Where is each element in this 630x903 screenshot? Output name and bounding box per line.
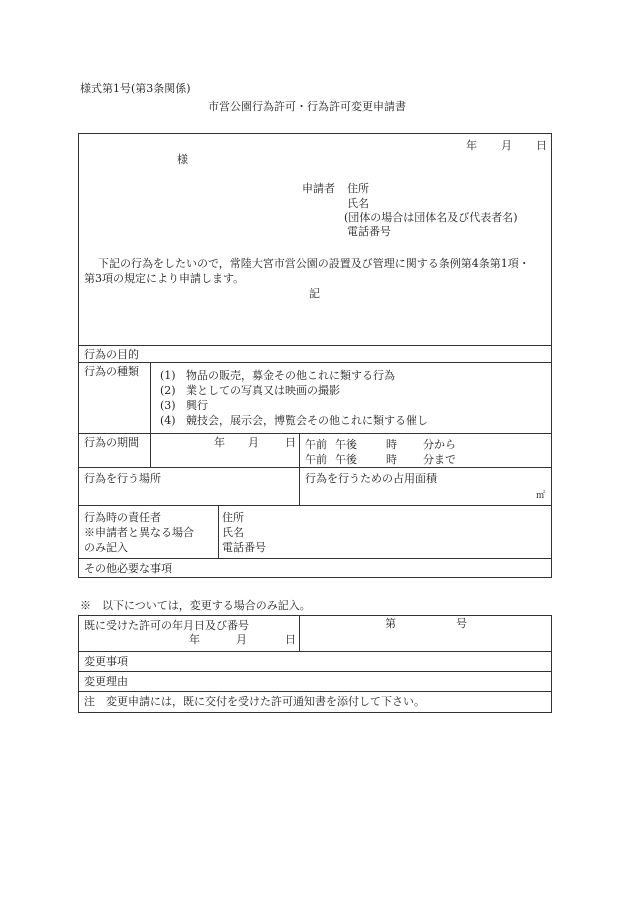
period-end-hour: 時 <box>386 453 397 466</box>
prior-month: 月 <box>236 633 247 646</box>
type-label: 行為の種類 <box>84 365 139 378</box>
purpose-label: 行為の目的 <box>84 348 139 361</box>
change-items-label: 変更事項 <box>84 655 128 668</box>
change-note: ※ 以下については，変更する場合のみ記入。 <box>80 599 311 612</box>
addressee-suffix: 様 <box>177 153 188 166</box>
type-1-num: (1) <box>160 369 176 382</box>
other-label: その他必要な事項 <box>84 562 172 575</box>
period-start-pm: 午後 <box>335 438 357 451</box>
type-2-text: 業としての写真又は映画の撮影 <box>186 384 340 397</box>
period-year: 年 <box>214 436 225 449</box>
responsible-name-label: 氏名 <box>222 526 244 539</box>
responsible-label-line3: のみ記入 <box>84 541 128 554</box>
date-day: 日 <box>536 139 547 152</box>
form-number: 様式第1号(第3条関係) <box>80 82 191 95</box>
type-3-num: (3) <box>160 399 176 412</box>
date-year: 年 <box>466 139 477 152</box>
applicant-label: 申請者 <box>302 182 335 195</box>
period-day: 日 <box>285 436 296 449</box>
applicant-name-label: 氏名 <box>347 197 369 210</box>
period-from: 分から <box>423 438 456 451</box>
applicant-phone-label: 電話番号 <box>347 225 391 238</box>
period-start-hour: 時 <box>386 438 397 451</box>
period-end-am: 午前 <box>305 453 327 466</box>
type-1-text: 物品の販売，募金その他これに類する行為 <box>186 369 395 382</box>
place-label: 行為を行う場所 <box>84 472 161 485</box>
prior-day: 日 <box>285 633 296 646</box>
change-reason-label: 変更理由 <box>84 675 128 688</box>
application-box <box>78 133 552 346</box>
permit-go: 号 <box>456 617 467 630</box>
period-start-am: 午前 <box>305 438 327 451</box>
prior-year: 年 <box>189 633 200 646</box>
footnote: 注 変更申請には，既に交付を受けた許可通知書を添付して下さい。 <box>84 695 425 708</box>
responsible-label-line1: 行為時の責任者 <box>84 511 161 524</box>
date-month: 月 <box>501 139 512 152</box>
ki-label: 記 <box>309 287 320 300</box>
type-2-num: (2) <box>160 384 176 397</box>
area-unit: ㎡ <box>536 491 546 501</box>
type-4-num: (4) <box>160 414 176 427</box>
applicant-address-label: 住所 <box>347 182 369 195</box>
period-label: 行為の期間 <box>84 436 139 449</box>
period-end-pm: 午後 <box>335 453 357 466</box>
responsible-phone-label: 電話番号 <box>222 541 266 554</box>
responsible-label-line2: ※申請者と異なる場合 <box>84 526 194 539</box>
applicant-org-note: (団体の場合は団体名及び代表者名) <box>344 211 518 224</box>
type-4-text: 競技会，展示会，博覧会その他これに類する催し <box>186 414 428 427</box>
type-3-text: 興行 <box>186 399 208 412</box>
period-to: 分まで <box>423 453 456 466</box>
area-label: 行為を行うための占用面積 <box>305 472 437 485</box>
prior-permit-label: 既に受けた許可の年月日及び番号 <box>84 619 249 632</box>
application-body-line1: 下記の行為をしたいので，常陸大宮市営公園の設置及び管理に関する条例第4条第1項・ <box>98 257 530 270</box>
responsible-address-label: 住所 <box>222 511 244 524</box>
permit-dai: 第 <box>385 617 396 630</box>
page-title: 市営公園行為許可・行為許可変更申請書 <box>208 100 406 113</box>
application-body-line2: 第3項の規定により申請します。 <box>84 272 245 285</box>
period-month: 月 <box>248 436 259 449</box>
